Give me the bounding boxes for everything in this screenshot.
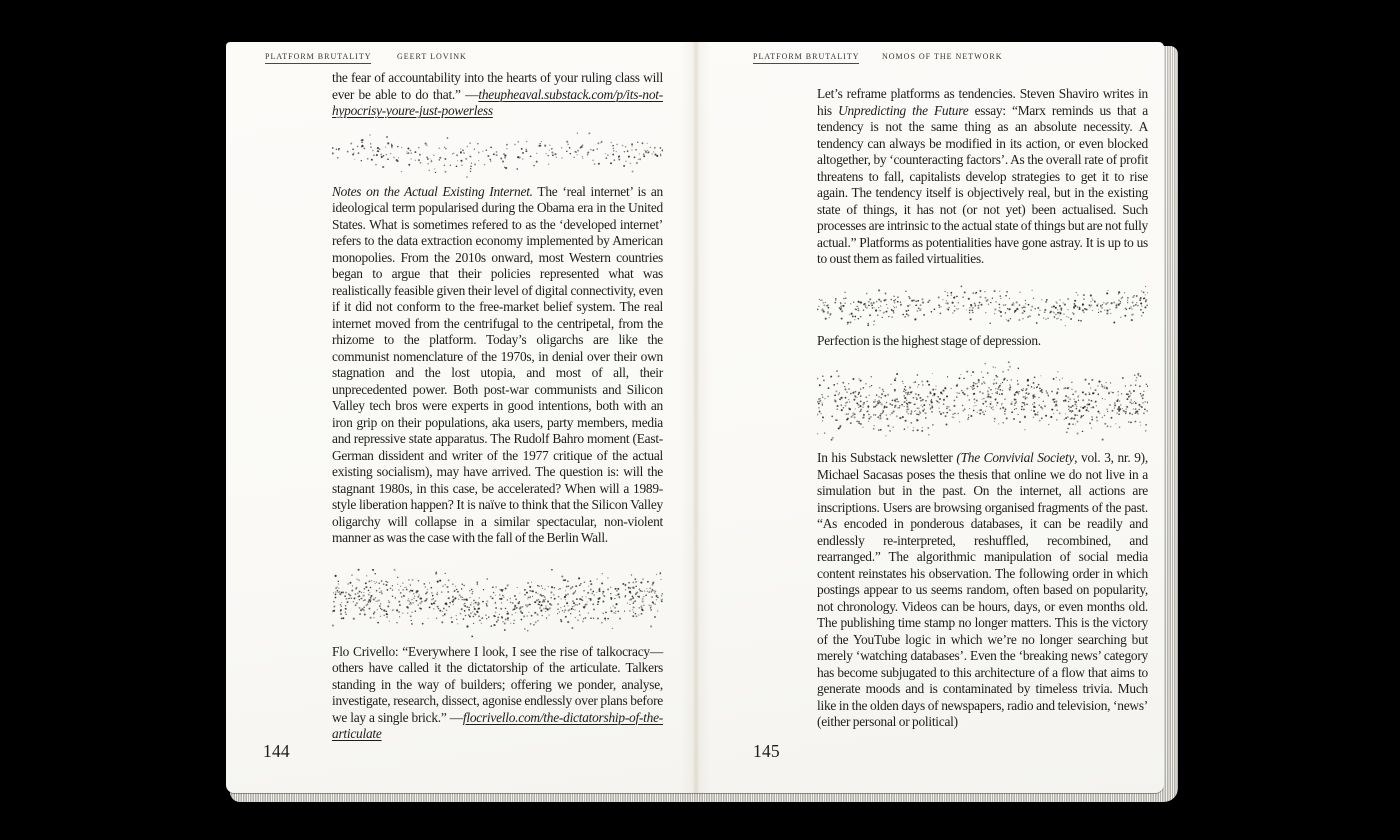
running-head-title: PLATFORM BRUTALITY <box>265 52 371 64</box>
paragraph-shaviro: Let’s reframe platforms as tendencies. Steven Shaviro writes in his Unpredicting the Future essay: “Marx reminds us that a tendency is not the same thing as an absolute necessity. A tendency can always be modified in its action, or even blocked altogether, by ‘counteracting factors’. As the overall rate of profit threatens to fall, capitalists develop strategies to get it to rise again. The tendency itself is objectively real, but in the existing state of things, it has not (or not yet) been actualised. Such processes are intrinsic to the actual state of things but are not fully actual.” Platforms as potentialities have gone astray. It is up to us to oust them as failed virtualities. <box>817 86 1148 266</box>
stipple-pattern <box>817 356 1148 442</box>
stipple-pattern <box>332 562 663 638</box>
link-theupheaval: theupheaval.substack.com/p/its-not-hypocrisy-youre-just-powerless <box>332 86 663 118</box>
page-number-left: 144 <box>263 741 290 761</box>
book-spread <box>226 42 1164 793</box>
page-number-right: 145 <box>753 741 780 761</box>
running-head-left <box>265 52 371 61</box>
running-head-title: PLATFORM BRUTALITY <box>753 52 859 64</box>
text-column-left <box>332 70 663 743</box>
running-head-author: GEERT LOVINK <box>397 52 467 61</box>
running-head-chapter: NOMOS OF THE NETWORK <box>882 52 1003 61</box>
book-gutter-shadow <box>681 42 711 793</box>
paragraph-sacasas: In his Substack newsletter (The Convivial Society, vol. 3, nr. 9), Michael Sacasas poses the thesis that online we do not live in a simulation but in the past. On the internet, all actions are inscriptions. Users are browsing organised fragments of the past. “As encoded in ponderous databases, it can be readily and endlessly re-interpreted, reshuffled, recombined, and rearranged.” The algorithmic manipulation of social media content reinstates his observation. The following order in which postings appear to us seems random, often based on popularity, not chronology. Videos can be hours, days, or even months old. The publishing time stamp no longer matters. This is the victory of the YouTube logic in which we’re no longer searching but merely ‘watching databases’. Even the ‘breaking news’ category has become subjugated to this architecture of a flow that aims to generate moods and is contaminated by timeless trivia. Much like in the olden days of newspapers, radio and television, ‘news’ (either personal or political) <box>817 450 1148 729</box>
stipple-pattern <box>817 280 1148 330</box>
paragraph-continued: the fear of accountability into the hearts of your ruling class will ever be able to do that.” —theupheaval.substack.com/p/its-not-hypocrisy-youre-just-powerless <box>332 70 663 118</box>
aphorism: Perfection is the highest stage of depression. <box>817 332 1041 348</box>
paragraph-crivello: Flo Crivello: “Everywhere I look, I see the rise of talkocracy—others have called it the dictatorship of the articulate. Talkers standing in the way of builders; offering we ponder, analyse, investigate, research, dissect, agonise endlessly over plans before we lay a single brick.” —flocrivello.com/the-dictatorship-of-the-articulate <box>332 643 663 741</box>
link-flocrivello: flocrivello.com/the-dictatorship-of-the-articulate <box>332 709 663 741</box>
running-head-right <box>753 52 859 61</box>
stipple-pattern <box>332 127 663 179</box>
paragraph-notes: Notes on the Actual Existing Internet. The ‘real internet’ is an ideological term popularised during the Obama era in the United States. What is sometimes refered to as the ‘developed internet’ refers to the data extraction economy implemented by American monopolies. From the 2010s onward, most Western countries began to argue that their policies represented what was realistically feasible given their level of digital connectivity, even if it did not conform to the free-market belief system. The real internet moved from the centrifugal to the centripetal, from the rhizome to the platform. Today’s oligarchs are like the communist nomenclature of the 1970s, in denial over their own stagnation and the lost utopia, and most of all, their unprecedented power. Both post-war communists and Silicon Valley tech bros were experts in good intentions, both with an iron grip on their populations, aka users, party members, media and repressive state apparatus. The Rudolf Bahro moment (East-German dissident and writer of the 1977 critique of the actual existing socialism), may have arrived. The question is: will the stagnant 1980s, in this case, be accelerated? When will a 1989-style liberation happen? It is naïve to think that the Silicon Valley oligarchy will collapse in a similar spectacular, non-violent manner as was the case with the fall of the Berlin Wall. <box>332 183 663 545</box>
text-column-right <box>817 86 1148 731</box>
